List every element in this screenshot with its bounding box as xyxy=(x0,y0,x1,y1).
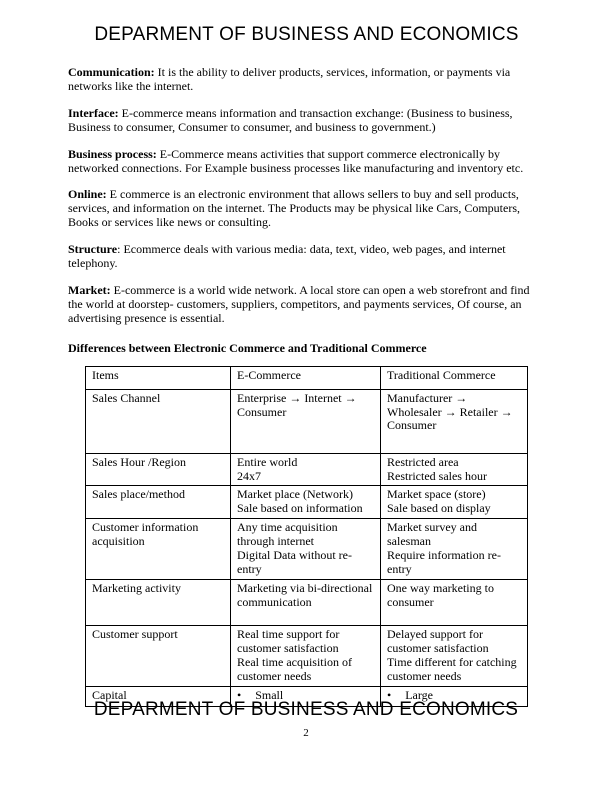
cell-traditional xyxy=(381,486,528,519)
cell-line: Time different for catching customer needs xyxy=(387,654,517,683)
paragraph-lead: Communication: xyxy=(68,65,155,80)
paragraph-communication xyxy=(68,66,545,94)
paragraph-text: E commerce is an electronic environment that allows sellers to buy and sell products, services, and information on the internet. The Products may be physical like Cars, Computers, Books or services like news or consulting. xyxy=(68,187,521,230)
paragraph-lead: Market: xyxy=(68,283,111,297)
table-header-row xyxy=(86,366,528,389)
cell-item: Capital xyxy=(86,686,231,706)
bullet-label: Small xyxy=(255,687,284,702)
paragraph-text: E-commerce is a world wide network. A local store can open a web storefront and find the world at doorstep- customers, suppliers, competitors, and payments services, Of course, an advertising presence is essential. xyxy=(68,283,530,325)
paragraph-text: : Ecommerce deals with various media: data, text, video, web pages, and internet telephony. xyxy=(68,242,506,271)
paragraph-lead: Business process: xyxy=(68,146,157,161)
bullet-icon: • xyxy=(387,687,392,702)
cell-ecommerce xyxy=(231,625,381,686)
cell-line: Manufacturer → Wholesaler → Retailer → Consumer xyxy=(387,390,513,433)
column-header-ecommerce: E-Commerce xyxy=(231,366,381,389)
table-row xyxy=(86,625,528,686)
table-row xyxy=(86,453,528,486)
cell-ecommerce xyxy=(231,519,381,580)
paragraph-text: E-Commerce means activities that support commerce electronically by networked connections. For Example business processes like manufacturing and inventory etc. xyxy=(68,146,524,175)
cell-line: Restricted area xyxy=(387,454,459,469)
paragraph-structure xyxy=(68,243,545,271)
cell-line: 24x7 xyxy=(237,468,261,483)
paragraph-interface xyxy=(68,107,545,135)
cell-line: Market survey and salesman xyxy=(387,520,477,549)
cell-line: Delayed support for customer satisfaction xyxy=(387,626,489,655)
cell-traditional xyxy=(381,519,528,580)
bullet-label: Large xyxy=(405,687,433,702)
cell-traditional xyxy=(381,579,528,625)
paragraph-text: It is the ability to deliver products, services, information, or payments via networks like the internet. xyxy=(68,65,511,93)
cell-line: One way marketing to consumer xyxy=(387,580,494,609)
cell-item: Customer support xyxy=(86,625,231,686)
cell-item: Sales Hour /Region xyxy=(86,453,231,486)
paragraph-text: E-commerce means information and transaction exchange: (Business to business, Business to consumer, Consumer to consumer, and business to government.) xyxy=(68,105,513,134)
cell-traditional xyxy=(381,389,528,453)
cell-line: Any time acquisition through internet xyxy=(237,520,338,549)
cell-item: Marketing activity xyxy=(86,579,231,625)
section-heading: Differences between Electronic Commerce and Traditional Commerce xyxy=(68,340,427,355)
cell-line: Sale based on display xyxy=(387,501,491,516)
bullet-icon: • xyxy=(237,687,242,702)
footer-title: DEPARMENT OF BUSINESS AND ECONOMICS xyxy=(93,699,519,721)
cell-ecommerce xyxy=(231,453,381,486)
cell-item: Sales Channel xyxy=(86,389,231,453)
paragraph-market xyxy=(68,284,545,326)
cell-ecommerce xyxy=(231,486,381,519)
page-footer xyxy=(0,699,612,740)
cell-traditional xyxy=(381,625,528,686)
paragraph-online xyxy=(68,188,545,230)
cell-ecommerce xyxy=(231,579,381,625)
column-header-items: Items xyxy=(86,366,231,389)
paragraph-lead: Online: xyxy=(68,187,107,202)
paragraph-lead: Structure xyxy=(68,242,118,257)
cell-line: Entire world xyxy=(237,454,298,469)
comparison-table xyxy=(85,366,528,707)
table-row xyxy=(86,486,528,519)
cell-line: Digital Data without re-entry xyxy=(237,548,352,576)
cell-line: Enterprise → Internet → Consumer xyxy=(237,390,357,419)
cell-line: Real time acquisition of customer needs xyxy=(237,654,352,683)
cell-line: Market place (Network) xyxy=(237,487,353,502)
table-row xyxy=(86,389,528,453)
page-title: DEPARMENT OF BUSINESS AND ECONOMICS xyxy=(94,24,519,45)
paragraph-lead: Interface: xyxy=(68,105,119,120)
cell-line: Require information re-entry xyxy=(387,548,501,576)
column-header-traditional: Traditional Commerce xyxy=(381,366,528,389)
cell-line: Marketing via bi-directional communication xyxy=(237,580,373,609)
cell-line: Market space (store) xyxy=(387,487,486,502)
table-row xyxy=(86,519,528,580)
cell-line: Sale based on information xyxy=(237,501,363,516)
cell-traditional xyxy=(381,453,528,486)
cell-line: Restricted sales hour xyxy=(387,468,487,483)
page-number: 2 xyxy=(303,727,309,740)
cell-item: Sales place/method xyxy=(86,486,231,519)
cell-line: Real time support for customer satisfaction xyxy=(237,626,340,655)
table-row xyxy=(86,579,528,625)
cell-item: Customer information acquisition xyxy=(86,519,231,580)
paragraph-business-process xyxy=(68,148,545,176)
cell-ecommerce xyxy=(231,389,381,453)
